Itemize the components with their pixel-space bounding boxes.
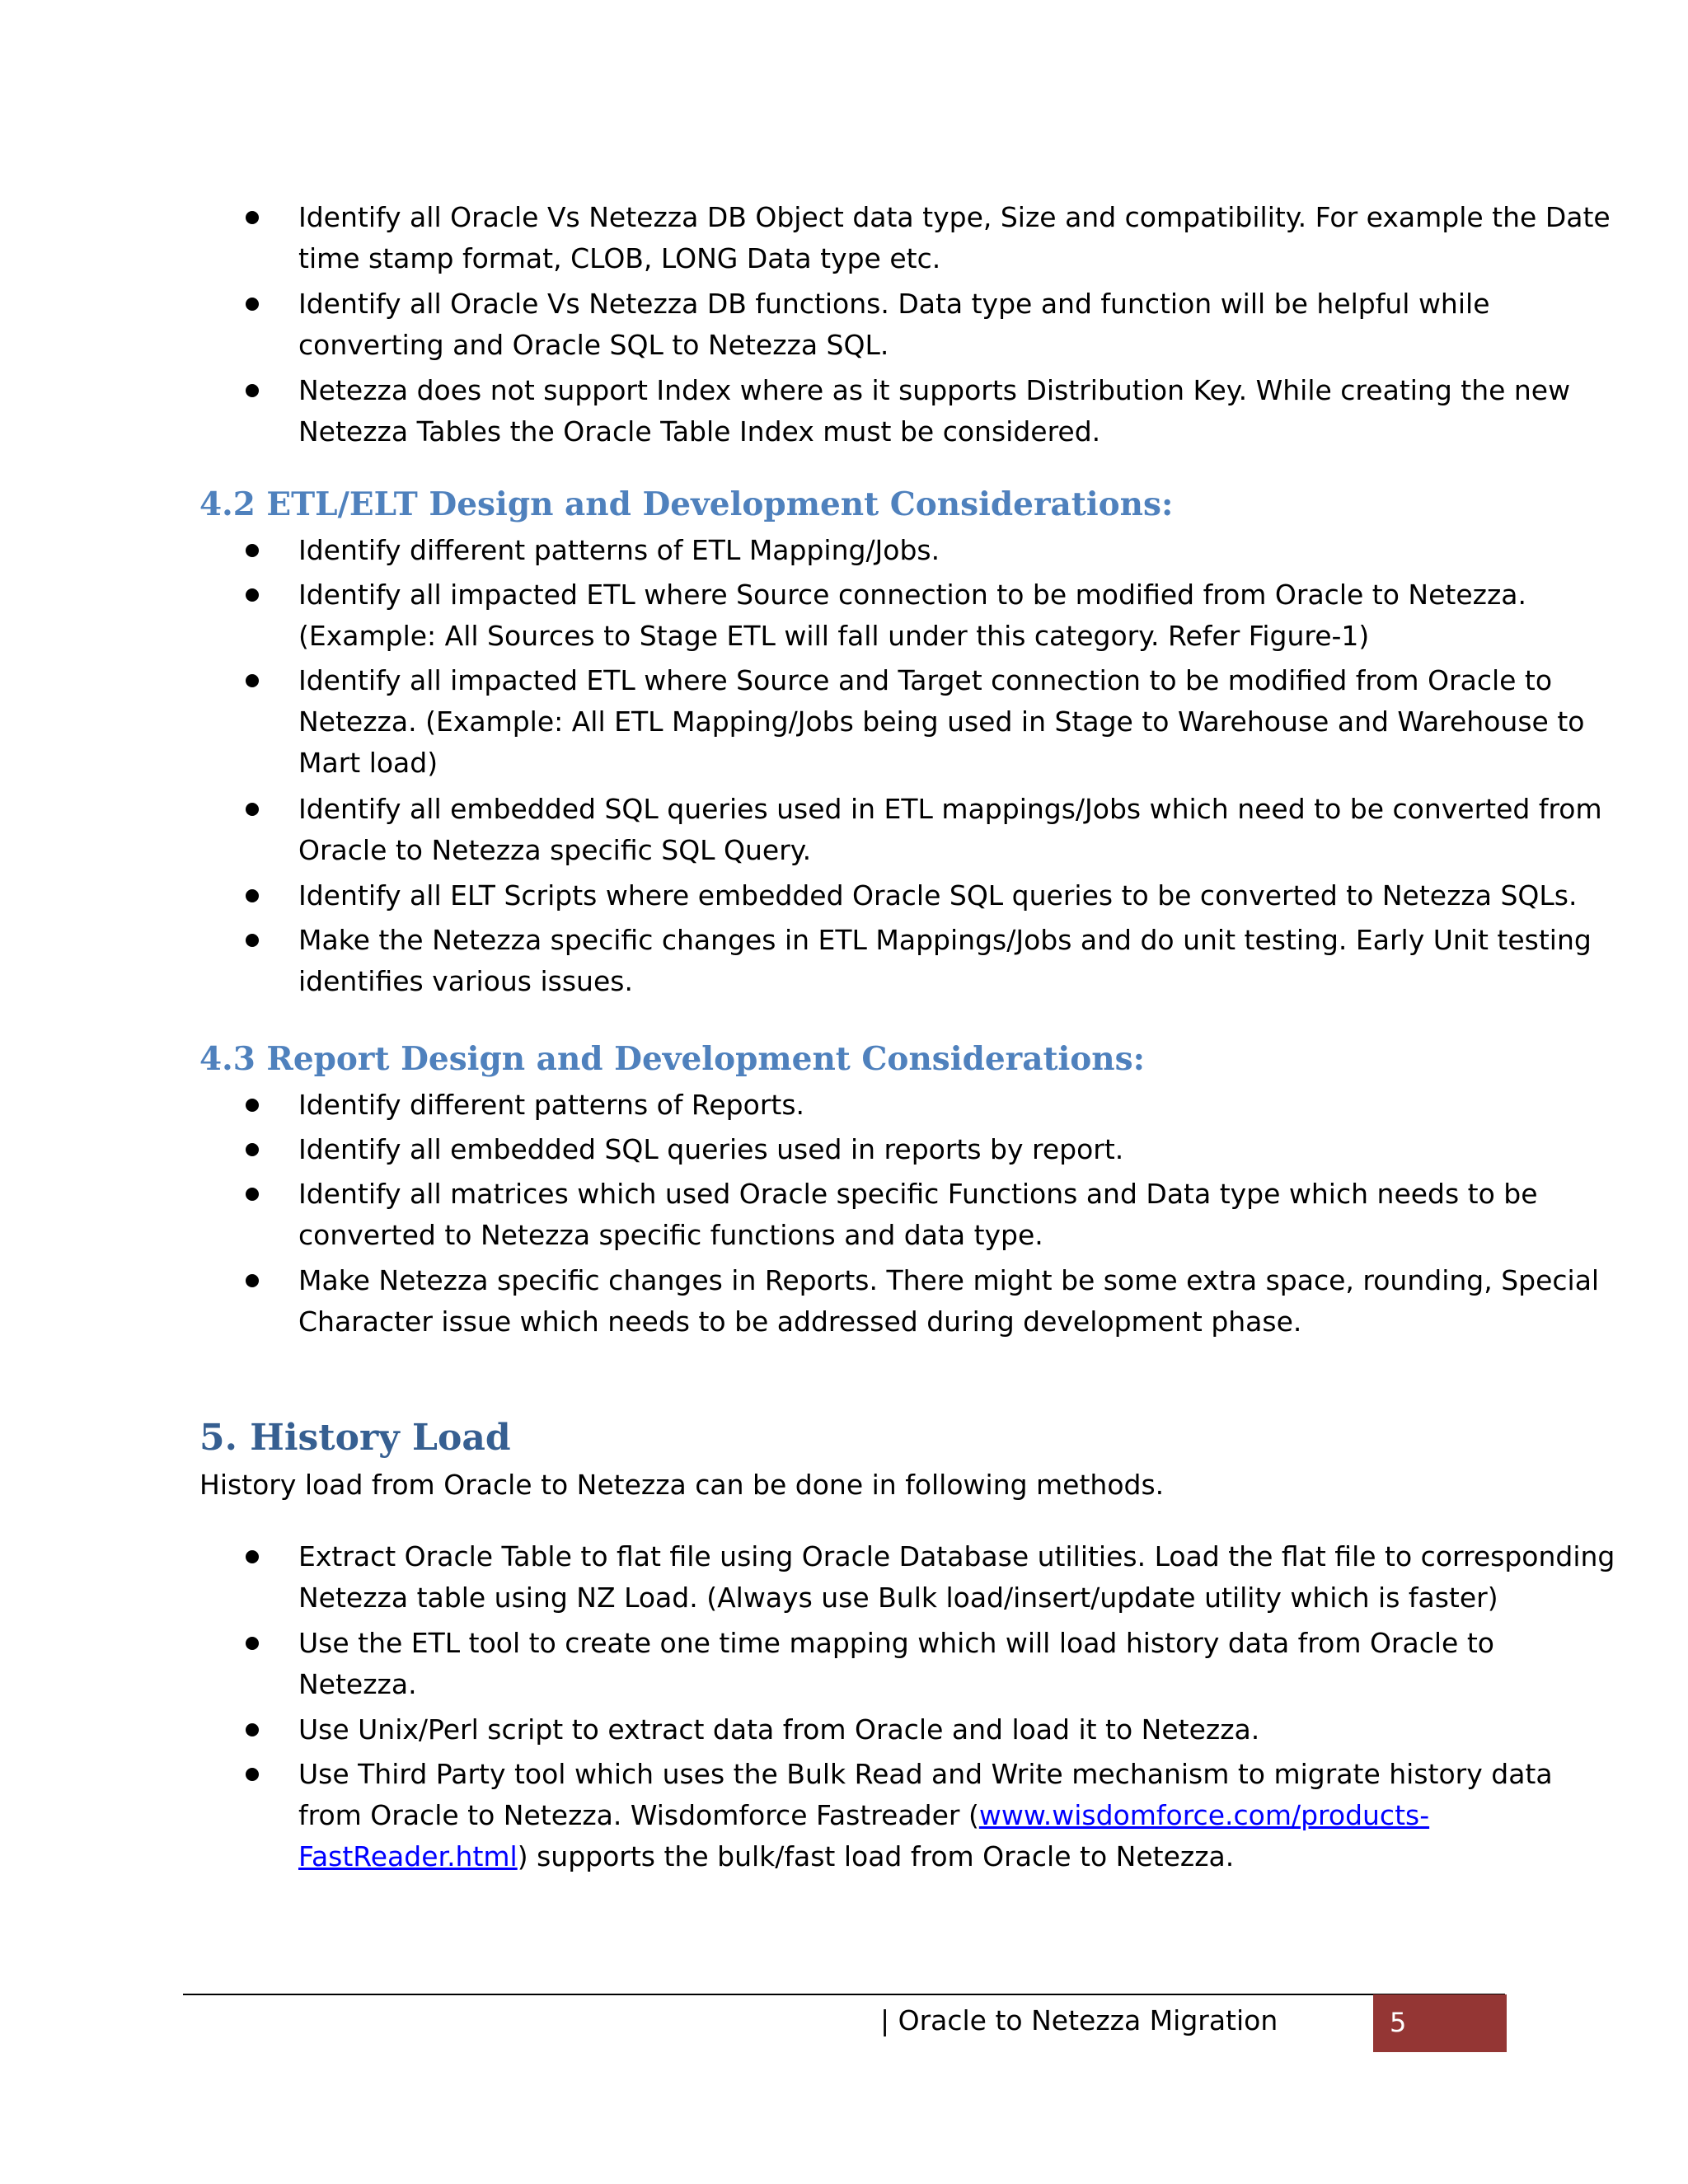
list-item-line: Identify all impacted ETL where Source connection to be modified from Oracle to Netezza. xyxy=(298,579,1526,611)
list-item-line: Use the ETL tool to create one time mapping which will load history data from Oracle to xyxy=(298,1627,1494,1659)
list-item-line: Extract Oracle Table to flat file using Oracle Database utilities. Load the flat file to corresponding xyxy=(298,1540,1615,1572)
list-item-line xyxy=(298,1799,1429,1832)
fastreader-link[interactable]: www.wisdomforce.com/products- xyxy=(978,1799,1430,1831)
bullet-icon xyxy=(246,298,259,311)
list-item-line: Character issue which needs to be addressed during development phase. xyxy=(298,1305,1302,1338)
list-item-line: Netezza. (Example: All ETL Mapping/Jobs being used in Stage to Warehouse and Warehouse to xyxy=(298,705,1585,738)
text-segment: from Oracle to Netezza. Wisdomforce Fastreader ( xyxy=(298,1799,979,1831)
bullet-icon xyxy=(246,1768,259,1781)
section-4-3-heading: 4.3 Report Design and Development Considerations: xyxy=(199,1040,1146,1078)
list-item-line: Identify all embedded SQL queries used in ETL mappings/Jobs which need to be converted from xyxy=(298,793,1602,825)
bullet-icon xyxy=(246,1274,259,1287)
list-item-line: Use Unix/Perl script to extract data from Oracle and load it to Netezza. xyxy=(298,1713,1260,1746)
list-item-line: Netezza table using NZ Load. (Always use Bulk load/insert/update utility which is faster) xyxy=(298,1582,1498,1614)
bullet-icon xyxy=(246,588,259,602)
bullet-icon xyxy=(246,889,259,902)
bullet-icon xyxy=(246,1550,259,1563)
bullet-icon xyxy=(246,803,259,816)
list-item-line: identifies various issues. xyxy=(298,965,633,997)
list-item-line xyxy=(298,1840,1234,1873)
list-item-line: Mart load) xyxy=(298,747,438,779)
section-4-2-heading: 4.2 ETL/ELT Design and Development Considerations: xyxy=(199,485,1174,523)
bullet-icon xyxy=(246,674,259,687)
list-item-line: Identify all embedded SQL queries used in reports by report. xyxy=(298,1133,1124,1165)
footer-divider xyxy=(183,1994,1505,1995)
list-item-line: Oracle to Netezza specific SQL Query. xyxy=(298,834,812,866)
bullet-icon xyxy=(246,211,259,224)
section-5-heading: 5. History Load xyxy=(199,1417,511,1459)
bullet-icon xyxy=(246,934,259,947)
list-item-line: Identify different patterns of ETL Mapping/Jobs. xyxy=(298,534,940,566)
list-item-line: Identify different patterns of Reports. xyxy=(298,1089,805,1121)
bullet-icon xyxy=(246,1723,259,1736)
page-number-badge xyxy=(1373,1994,1507,2052)
list-item-line: Make Netezza specific changes in Reports. There might be some extra space, rounding, Special xyxy=(298,1264,1600,1296)
list-item-line: Make the Netezza specific changes in ETL Mappings/Jobs and do unit testing. Early Unit testing xyxy=(298,924,1592,956)
list-item-line: converted to Netezza specific functions and data type. xyxy=(298,1219,1043,1251)
page-number: 5 xyxy=(1390,2007,1407,2038)
list-item-line: Identify all ELT Scripts where embedded Oracle SQL queries to be converted to Netezza SQLs. xyxy=(298,879,1578,912)
section-5-intro: History load from Oracle to Netezza can be done in following methods. xyxy=(199,1469,1165,1501)
list-item-line: Identify all Oracle Vs Netezza DB functions. Data type and function will be helpful while xyxy=(298,288,1490,320)
list-item-line: Netezza Tables the Oracle Table Index must be considered. xyxy=(298,415,1101,448)
bullet-icon xyxy=(246,384,259,397)
list-item-line: Netezza does not support Index where as it supports Distribution Key. While creating the new xyxy=(298,374,1571,406)
bullet-icon xyxy=(246,1637,259,1650)
list-item-line: (Example: All Sources to Stage ETL will fall under this category. Refer Figure-1) xyxy=(298,620,1370,652)
bullet-icon xyxy=(246,1188,259,1201)
list-item-line: Identify all Oracle Vs Netezza DB Object data type, Size and compatibility. For example the Date xyxy=(298,201,1611,233)
list-item-line: time stamp format, CLOB, LONG Data type etc. xyxy=(298,242,941,274)
list-item-line: Identify all matrices which used Oracle specific Functions and Data type which needs to be xyxy=(298,1178,1538,1210)
list-item-line: Netezza. xyxy=(298,1668,417,1700)
list-item-line: converting and Oracle SQL to Netezza SQL. xyxy=(298,329,889,361)
text-segment: ) supports the bulk/fast load from Oracle to Netezza. xyxy=(517,1840,1235,1872)
bullet-icon xyxy=(246,1143,259,1156)
footer-title: | Oracle to Netezza Migration xyxy=(880,2004,1278,2036)
bullet-icon xyxy=(246,1099,259,1112)
list-item-line: Identify all impacted ETL where Source and Target connection to be modified from Oracle to xyxy=(298,664,1553,696)
bullet-icon xyxy=(246,544,259,557)
list-item-line: Use Third Party tool which uses the Bulk Read and Write mechanism to migrate history data xyxy=(298,1758,1553,1790)
fastreader-link-continued[interactable]: FastReader.html xyxy=(298,1840,518,1872)
